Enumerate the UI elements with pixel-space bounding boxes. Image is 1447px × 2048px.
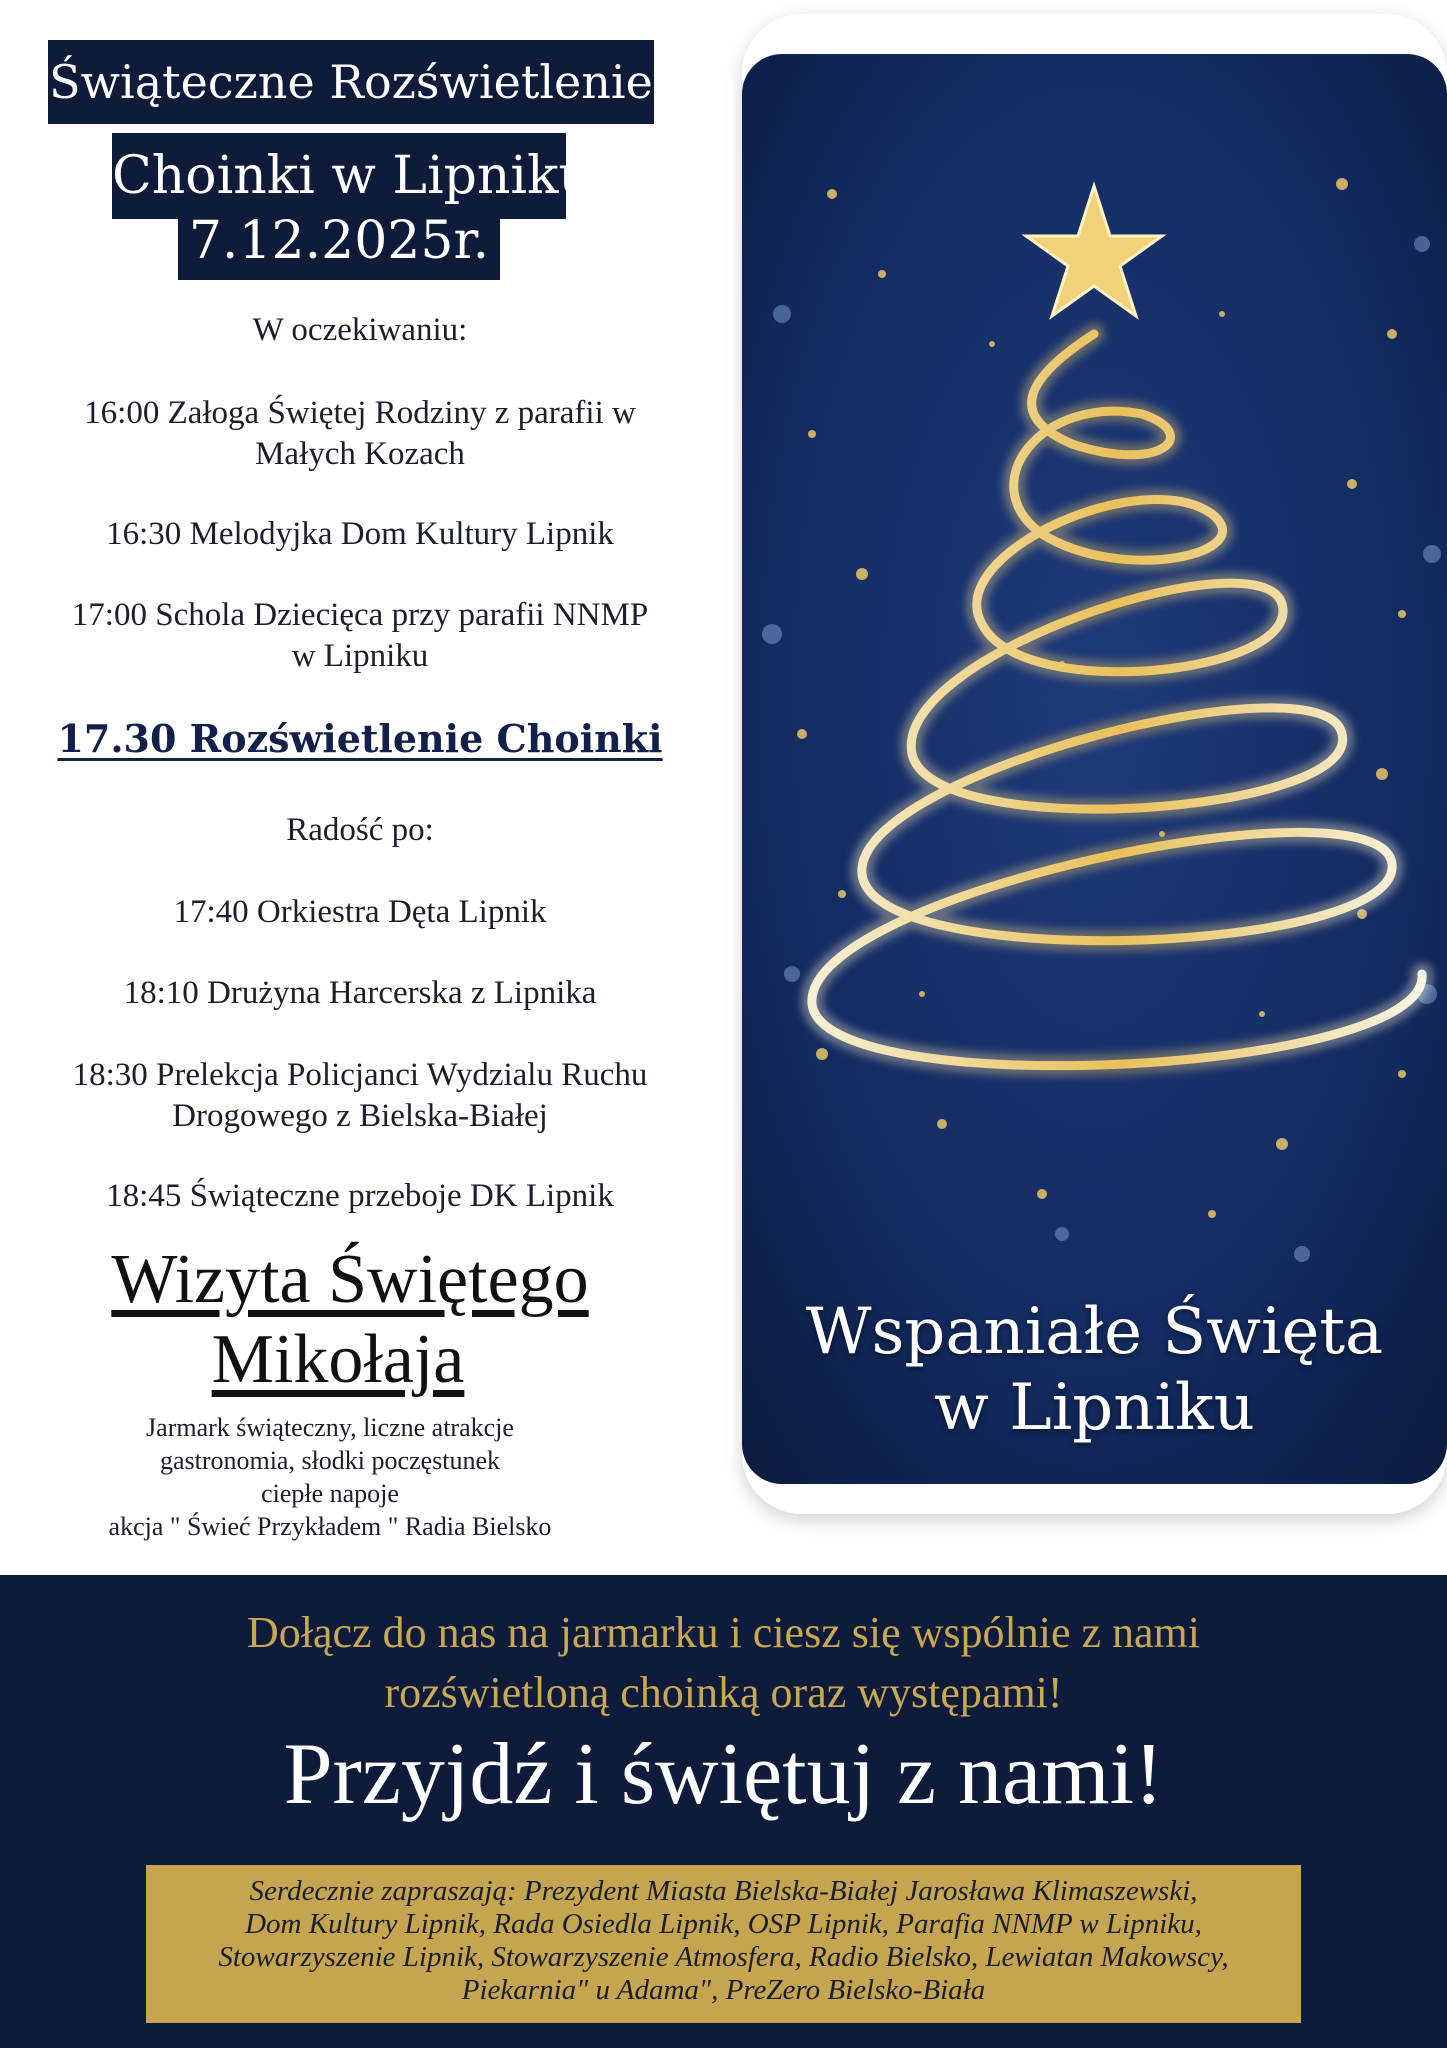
extra-line-1: Jarmark świąteczny, liczne atrakcje bbox=[146, 1413, 514, 1442]
poster-caption-1: Wspaniałe Święta bbox=[805, 1295, 1384, 1369]
sponsors-line-4: Piekarnia" u Adama", PreZero Bielsko-Biała bbox=[461, 1974, 986, 2006]
program-item-3a: 17:00 Schola Dziecięca przy parafii NNMP bbox=[71, 597, 649, 633]
sponsors-line-2: Dom Kultury Lipnik, Rada Osiedla Lipnik, OSP Lipnik, Parafia NNMP w Lipniku, bbox=[245, 1908, 1202, 1940]
christmas-tree-poster bbox=[742, 14, 1447, 1514]
program-item-1a: 16:00 Załoga Świętej Rodziny z parafii w bbox=[84, 395, 636, 431]
program-item-4: 17:40 Orkiestra Dęta Lipnik bbox=[173, 894, 547, 930]
program-item-6b: Drogowego z Bielska-Białej bbox=[172, 1098, 548, 1134]
program-item-7: 18:45 Świąteczne przeboje DK Lipnik bbox=[106, 1178, 614, 1214]
invite-text bbox=[60, 1603, 1387, 1723]
program-item-5: 18:10 Drużyna Harcerska z Lipnika bbox=[123, 975, 597, 1011]
program-item-2: 16:30 Melodyjka Dom Kultury Lipnik bbox=[106, 516, 614, 552]
pre-heading: W oczekiwaniu: bbox=[252, 312, 468, 348]
sponsors-box bbox=[146, 1865, 1301, 2023]
christmas-tree-illustration bbox=[742, 14, 1447, 1514]
extra-line-4: akcja " Świeć Przykładem " Radia Bielsko bbox=[108, 1512, 552, 1541]
extra-line-2: gastronomia, słodki poczęstunek bbox=[159, 1446, 501, 1475]
santa-title-2: Mikołaja bbox=[211, 1321, 465, 1398]
poster-caption-2: w Lipniku bbox=[934, 1371, 1255, 1445]
sponsors-line-3: Stowarzyszenie Lipnik, Stowarzyszenie Atmosfera, Radio Bielsko, Lewiatan Makowscy, bbox=[218, 1941, 1229, 1973]
title-line-1: Świąteczne Rozświetlenie bbox=[48, 40, 654, 124]
extra-line-3: ciepłe napoje bbox=[261, 1479, 399, 1508]
post-heading: Radość po: bbox=[286, 812, 434, 848]
program-item-6a: 18:30 Prelekcja Policjanci Wydzialu Ruchu bbox=[72, 1057, 648, 1093]
program-item-1b: Małych Kozach bbox=[255, 436, 465, 472]
program-list bbox=[20, 0, 700, 1560]
santa-title-1: Wizyta Świętego bbox=[111, 1241, 589, 1318]
invite-line-2: rozświetloną choinką oraz występami! bbox=[384, 1668, 1063, 1717]
footer-band bbox=[0, 1575, 1447, 2048]
sponsors-line-1: Serdecznie zapraszają: Prezydent Miasta Bielska-Białej Jarosława Klimaszewski, bbox=[249, 1875, 1198, 1907]
title-line-2: Choinki w Lipniku bbox=[112, 133, 566, 219]
title-date: 7.12.2025r. bbox=[178, 210, 500, 280]
program-highlight: 17.30 Rozświetlenie Choinki bbox=[57, 716, 663, 761]
invite-line-1: Dołącz do nas na jarmarku i ciesz się wspólnie z nami bbox=[246, 1608, 1200, 1657]
program-item-3b: w Lipniku bbox=[291, 638, 429, 674]
call-to-action: Przyjdź i świętuj z nami! bbox=[283, 1726, 1164, 1823]
poster-caption bbox=[742, 1294, 1447, 1446]
